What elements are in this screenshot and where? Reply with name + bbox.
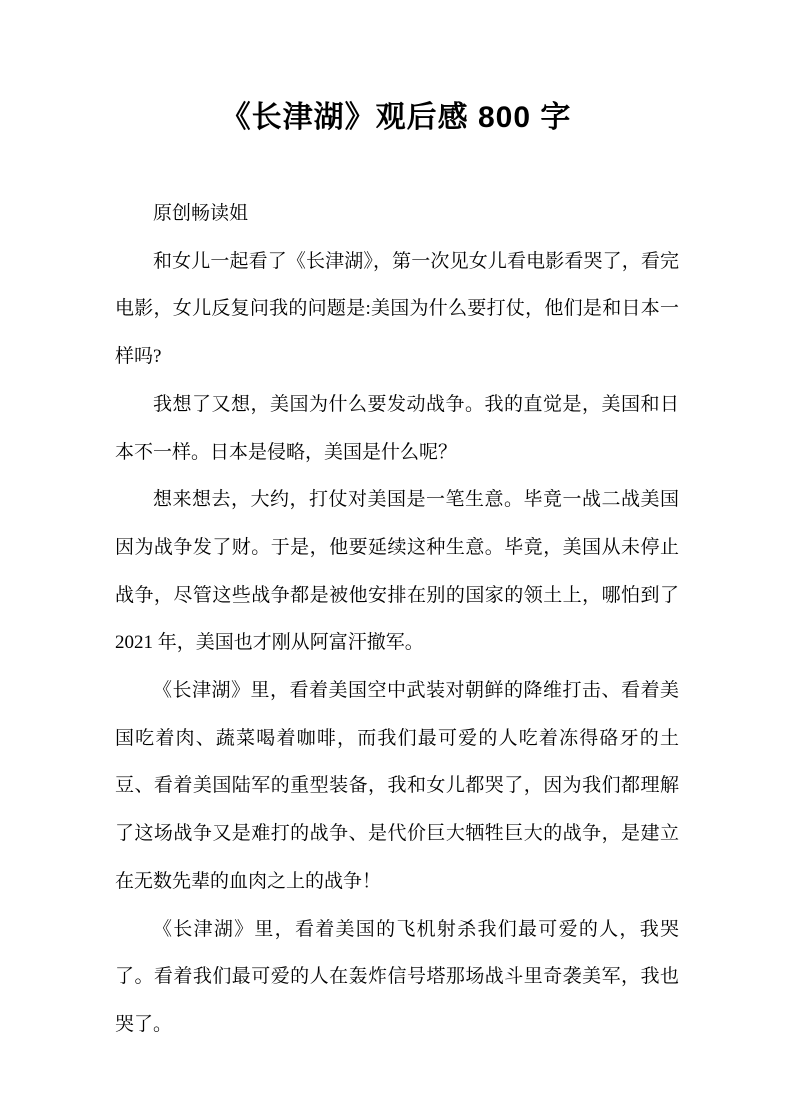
body-paragraph: 《长津湖》里，看着美国的飞机射杀我们最可爱的人，我哭了。看着我们最可爱的人在轰炸信号塔那场战斗里奇袭美军，我也哭了。 xyxy=(115,918,679,1035)
body-paragraph: 我想了又想，美国为什么要发动战争。我的直觉是，美国和日本不一样。日本是侵略，美国是什么呢？ xyxy=(115,393,679,463)
body-paragraph: 想来想去，大约，打仗对美国是一笔生意。毕竟一战二战美国因为战争发了财。于是，他要延续这种生意。毕竟，美国从未停止战争，尽管这些战争都是被他安排在别的国家的领土上，哪怕到了 2021 年，美国也才刚从阿富汗撤军。 xyxy=(115,489,679,654)
byline-paragraph: 原创畅读姐 xyxy=(153,203,249,224)
document-title: 《长津湖》观后感 800 字 xyxy=(220,101,572,134)
body-paragraph: 和女儿一起看了《长津湖》，第一次见女儿看电影看哭了，看完电影，女儿反复问我的问题是:美国为什么要打仗，他们是和日本一样吗? xyxy=(115,250,679,368)
body-paragraph: 《长津湖》里，看着美国空中武装对朝鲜的降维打击、看着美国吃着肉、蔬菜喝着咖啡，而我们最可爱的人吃着冻得硌牙的土豆、看着美国陆军的重型装备，我和女儿都哭了，因为我们都理解了这场战争又是难打的战争、是代价巨大牺牲巨大的战争，是建立在无数先辈的血肉之上的战争！ xyxy=(115,680,679,892)
document-body xyxy=(115,190,679,1049)
